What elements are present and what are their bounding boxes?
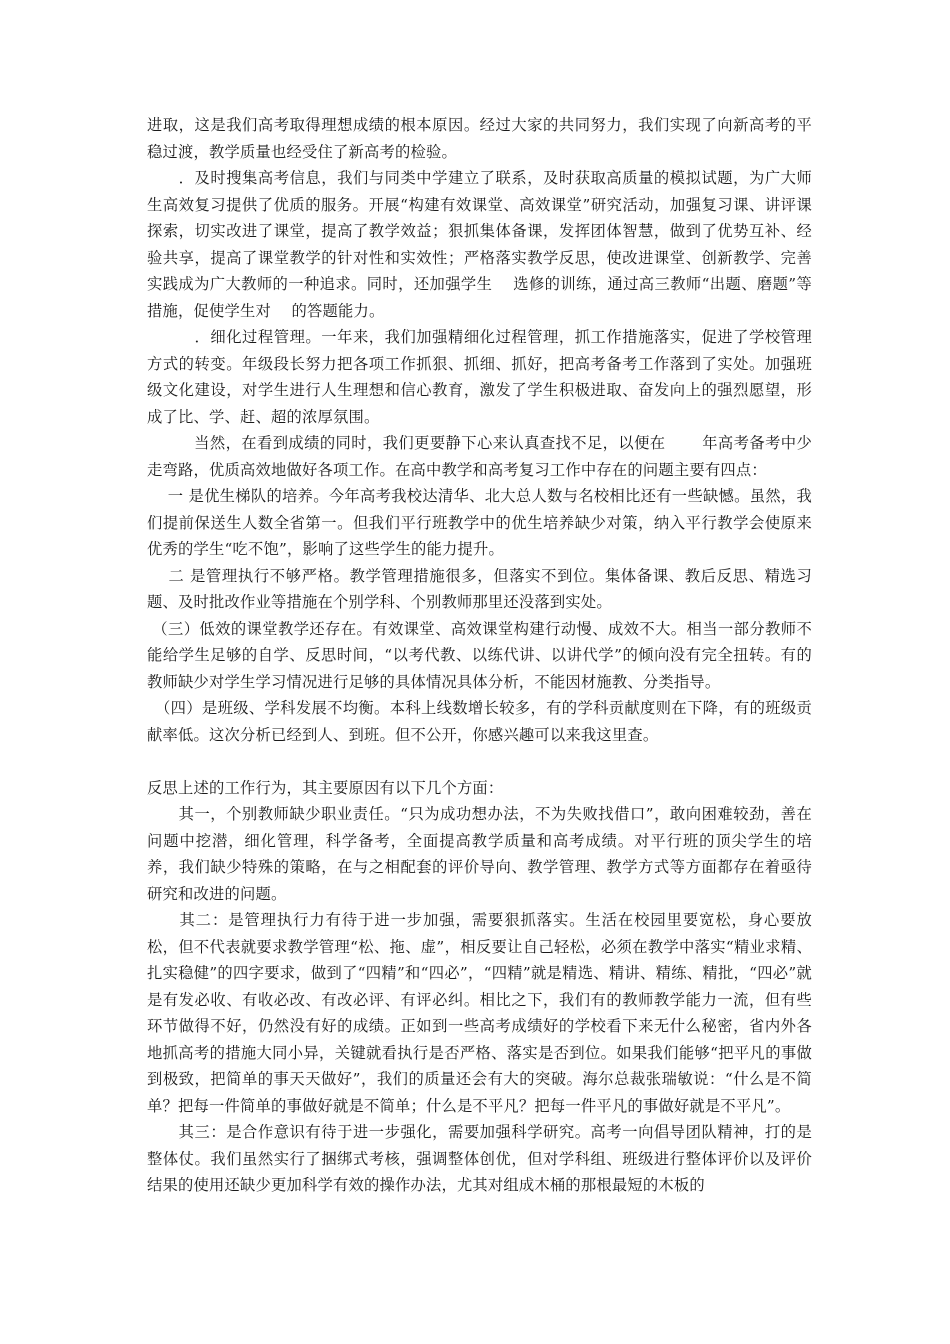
document-body bbox=[147, 112, 812, 1199]
paragraph: （四）是班级、学科发展不均衡。本科上线数增长较多，有的学科贡献度则在下降，有的班级贡献率低。这次分析已经到人、到班。但不公开，你感兴趣可以来我这里查。 bbox=[147, 699, 812, 744]
paragraph: 当然，在看到成绩的同时，我们更要静下心来认真查找不足，以便在 年高考备考中少走弯路，优质高效地做好各项工作。在高中教学和高考复习工作中存在的问题主要有四点： bbox=[147, 434, 812, 479]
blank-line bbox=[147, 748, 812, 775]
paragraph: 其二：是管理执行力有待于进一步加强，需要狠抓落实。生活在校园里要宽松，身心要放松，但不代表就要求教学管理“松、拖、虚”，相反要让自己轻松，必须在教学中落实“精业求精、扎实稳健”的四字要求，做到了“四精”和“四必”，“四精”就是精选、精讲、精练、精批，“四必”就是有发必收、有收必改、有改必评、有评必纠。相比之下，我们有的教师教学能力一流，但有些环节做得不好，仍然没有好的成绩。正如到一些高考成绩好的学校看下来无什么秘密，省内外各地抓高考的措施大同小异，关键就看执行是否严格、落实是否到位。如果我们能够“把平凡的事做到极致，把简单的事天天做好”，我们的质量还会有大的突破。海尔总裁张瑞敏说：“什么是不简单？把每一件简单的事做好就是不简单；什么是不平凡？把每一件平凡的事做好就是不平凡”。 bbox=[147, 911, 812, 1115]
paragraph: 二 是管理执行不够严格。教学管理措施很多，但落实不到位。集体备课、教后反思、精选习题、及时批改作业等措施在个别学科、个别教师那里还没落到实处。 bbox=[147, 566, 812, 611]
paragraph: 一 是优生梯队的培养。今年高考我校达清华、北大总人数与名校相比还有一些缺憾。虽然，我们提前保送生人数全省第一。但我们平行班教学中的优生培养缺少对策，纳入平行教学会使原来优秀的学生“吃不饱”，影响了这些学生的能力提升。 bbox=[147, 487, 812, 558]
paragraph: 其一，个别教师缺少职业责任。“只为成功想办法，不为失败找借口”，敢向困难较劲，善在问题中挖潜，细化管理，科学备考，全面提高教学质量和高考成绩。对平行班的顶尖学生的培养，我们缺少特殊的策略，在与之相配套的评价导向、教学管理、教学方式等方面都存在着亟待研究和改进的问题。 bbox=[147, 805, 812, 903]
paragraph: 进取，这是我们高考取得理想成绩的根本原因。经过大家的共同努力，我们实现了向新高考的平稳过渡，教学质量也经受住了新高考的检验。 bbox=[147, 116, 812, 161]
paragraph: ．细化过程管理。一年来，我们加强精细化过程管理，抓工作措施落实，促进了学校管理方式的转变。年级段长努力把各项工作抓狠、抓细、抓好，把高考备考工作落到了实处。加强班级文化建设，对学生进行人生理想和信心教育，激发了学生积极进取、奋发向上的强烈愿望，形成了比、学、赶、超的浓厚氛围。 bbox=[147, 328, 812, 426]
paragraph: 反思上述的工作行为，其主要原因有以下几个方面： bbox=[147, 778, 504, 797]
paragraph: （三）低效的课堂教学还存在。有效课堂、高效课堂构建行动慢、成效不大。相当一部分教师不能给学生足够的自学、反思时间，“以考代教、以练代讲、以讲代学”的倾向没有完全扭转。有的教师缺少对学生学习情况进行足够的具体情况具体分析，不能因材施教、分类指导。 bbox=[147, 619, 812, 691]
paragraph: 其三：是合作意识有待于进一步强化，需要加强科学研究。高考一向倡导团队精神，打的是整体仗。我们虽然实行了捆绑式考核，强调整体创优，但对学科组、班级进行整体评价以及评价结果的使用还缺少更加科学有效的操作办法，尤其对组成木桶的那根最短的木板的 bbox=[147, 1123, 812, 1194]
paragraph: ．及时搜集高考信息，我们与同类中学建立了联系，及时获取高质量的模拟试题，为广大师生高效复习提供了优质的服务。开展“构建有效课堂、高效课堂”研究活动，加强复习课、讲评课探索，切实改进了课堂，提高了教学效益；狠抓集体备课，发挥团体智慧，做到了优势互补、经验共享，提高了课堂教学的针对性和实效性；严格落实教学反思，使改进课堂、创新教学、完善实践成为广大教师的一种追求。同时，还加强学生 选修的训练，通过高三教师“出题、磨题”等措施，促使学生对 的答题能力。 bbox=[147, 169, 812, 320]
